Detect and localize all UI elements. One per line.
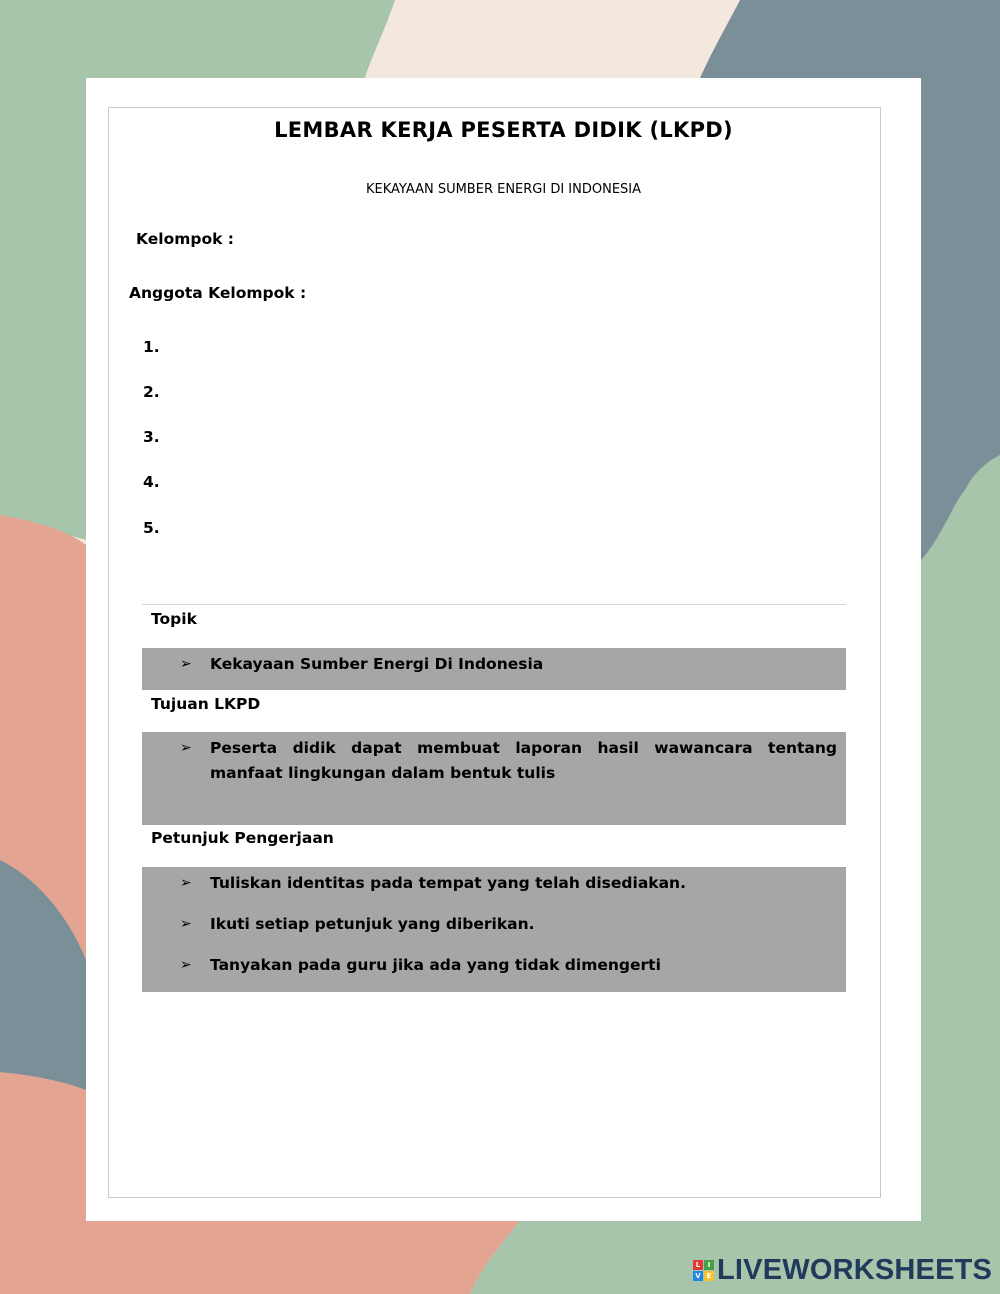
liveworksheets-logo[interactable] [693,1253,992,1287]
topic-text: Kekayaan Sumber Energi Di Indonesia [210,655,544,673]
goal-item [180,736,837,786]
instruction-item [180,912,837,937]
instruction-text-1: Tuliskan identitas pada tempat yang telah disediakan. [210,874,686,892]
worksheet-title: LEMBAR KERJA PESERTA DIDIK (LKPD) [274,118,733,142]
arrow-bullet-icon: ➢ [180,740,192,756]
logo-letter-v: V [693,1271,703,1281]
instruction-text-2: Ikuti setiap petunjuk yang diberikan. [210,915,535,933]
instructions-heading: Petunjuk Pengerjaan [142,825,846,867]
member-line-4: 4. [143,473,160,491]
green-blob-right [921,455,1000,1294]
members-label: Anggota Kelompok : [129,284,307,302]
arrow-bullet-icon: ➢ [180,916,192,932]
member-line-5: 5. [143,519,160,537]
member-line-3: 3. [143,428,160,446]
goal-text: Peserta didik dapat membuat laporan hasil wawancara tentang manfaat lingkungan dalam bentuk tulis [210,739,837,782]
arrow-bullet-icon: ➢ [180,957,192,973]
arrow-bullet-icon: ➢ [180,656,192,672]
logo-mark-icon [693,1260,714,1281]
group-label: Kelompok : [136,230,235,248]
member-line-2: 2. [143,383,160,401]
instruction-item [180,871,837,896]
logo-text: LIVEWORKSHEETS [717,1253,993,1286]
logo-letter-e: E [704,1271,714,1281]
goal-heading: Tujuan LKPD [142,690,846,732]
topic-item [180,652,837,677]
logo-letter-l: L [693,1260,703,1270]
member-line-1: 1. [143,338,160,356]
instruction-text-3: Tanyakan pada guru jika ada yang tidak dimengerti [210,956,661,974]
topic-cell [142,648,846,690]
goal-cell [142,732,846,825]
worksheet-subtitle: KEKAYAAN SUMBER ENERGI DI INDONESIA [365,182,642,197]
logo-letter-i: I [704,1260,714,1270]
topic-heading: Topik [142,605,846,648]
instruction-item [180,953,837,978]
worksheet-page [86,78,921,1221]
info-table [142,604,846,992]
arrow-bullet-icon: ➢ [180,875,192,891]
instructions-cell [142,867,846,992]
